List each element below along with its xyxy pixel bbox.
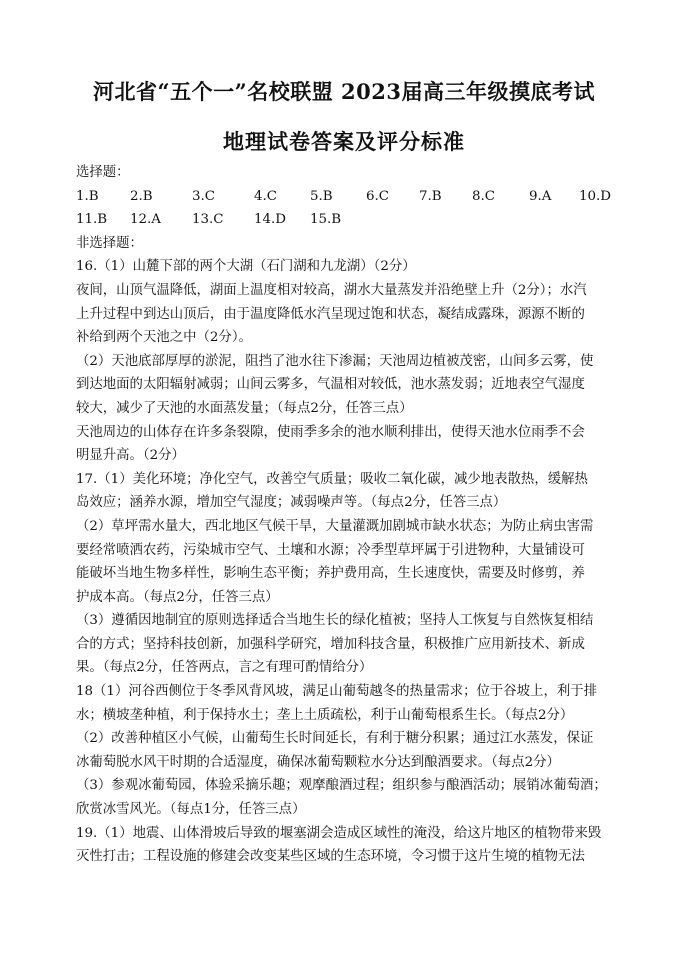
text-line: 合的方式；坚持科技创新，加强科学研究，增加科技含量，积极推广应用新技术、新成 <box>76 636 585 652</box>
answer-item: 12.A <box>130 212 161 228</box>
answer-item: 15.B <box>310 212 342 228</box>
text-line: 补给到两个天池之中（2分）。 <box>76 330 252 346</box>
answer-item: 2.B <box>130 188 153 204</box>
answer-item: 6.C <box>366 188 390 204</box>
text-line: （2）改善种植区小气候，山葡萄生长时间延长，有利于糖分积累；通过江水蒸发，保证 <box>76 731 594 747</box>
answer-item: 5.B <box>310 188 333 204</box>
text-line: （2）草坪需水量大，西北地区气候干旱，大量灌溉加剧城市缺水状态；为防止病虫害需 <box>76 518 594 534</box>
text-line: 护成本高。（每点2分，任答三点） <box>76 589 279 605</box>
document-subtitle: 地理试卷答案及评分标准 <box>223 129 465 154</box>
text-line: 果。（每点2分，任答两点，言之有理可酌情给分） <box>76 660 373 676</box>
text-line: 夜间，山顶气温降低，湖面上温度相对较高，湖水大量蒸发并沿绝壁上升（2分）；水汽 <box>76 282 587 298</box>
answer-item: 14.D <box>254 212 287 228</box>
answer-content <box>76 161 616 869</box>
answer-item: 11.B <box>76 212 108 228</box>
text-line: 冰葡萄脱水风干时期的合适湿度，确保冰葡萄颗粒水分达到酿酒要求。（每点2分） <box>76 754 560 770</box>
text-line: 上升过程中到达山顶后，由于温度降低水汽呈现过饱和状态，凝结成露珠，源源不断的 <box>76 306 585 322</box>
text-line: （3）参观冰葡萄园，体验采摘乐趣；观摩酿酒过程；组织参与酿酒活动；展销冰葡萄酒； <box>76 778 607 794</box>
text-line: 欣赏冰雪风光。（每点1分，任答三点） <box>76 802 306 818</box>
document-title: 河北省“五个一”名校联盟 2023届高三年级摸底考试 <box>93 79 595 104</box>
answer-row-1 <box>76 185 616 209</box>
text-line: 要经常喷洒农药，污染城市空气、土壤和水源；冷季型草坪属于引进物种，大量铺设可 <box>76 542 585 558</box>
text-line: 明显升高。（2分） <box>76 448 185 464</box>
section-heading-choice: 选择题： <box>76 165 130 180</box>
text-line: （2）天池底部厚厚的淤泥，阻挡了池水往下渗漏；天池周边植被茂密，山间多云雾，使 <box>76 353 594 369</box>
answer-item: 10.D <box>579 188 612 204</box>
text-line: 岛效应；涵养水源，增加空气湿度；减弱噪声等。（每点2分，任答三点） <box>76 495 507 511</box>
answer-item: 1.B <box>76 188 99 204</box>
answer-item: 13.C <box>192 212 224 228</box>
answer-row-2 <box>76 208 616 232</box>
text-line: 较大，减少了天池的水面蒸发量；（每点2分，任答三点） <box>76 400 413 416</box>
text-line: 17.（1）美化环境；净化空气，改善空气质量；吸收二氧化碳，减少地表散热，缓解热 <box>76 471 588 487</box>
text-line: （3）遵循因地制宜的原则选择适合当地生长的绿化植被；坚持人工恢复与自然恢复相结 <box>76 613 594 629</box>
text-line: 19.（1）地震、山体滑坡后导致的堰塞湖会造成区域性的淹没，给这片地区的植物带来毁 <box>76 825 602 841</box>
text-line: 水；横坡垄种植，利于保持水土；垄上土质疏松，利于山葡萄根系生长。（每点2分） <box>76 707 574 723</box>
text-line: 到达地面的太阳辐射减弱；山间云雾多，气温相对较低，池水蒸发弱；近地表空气湿度 <box>76 377 585 393</box>
answer-item: 9.A <box>529 188 552 204</box>
section-heading-nonchoice: 非选择题： <box>76 235 143 251</box>
text-line: 灭性打击；工程设施的修建会改变某些区域的生态环境，令习惯于这片生境的植物无法 <box>76 849 585 865</box>
answer-item: 3.C <box>192 188 216 204</box>
text-line: 18（1）河谷西侧位于冬季风背风坡，满足山葡萄越冬的热量需求；位于谷坡上，利于排 <box>76 684 598 700</box>
text-line: 天池周边的山体存在许多条裂隙，使雨季多余的池水顺利排出，使得天池水位雨季不会 <box>76 424 585 440</box>
text-line: 16.（1）山麓下部的两个大湖（石门湖和九龙湖）（2分） <box>76 259 416 275</box>
text-line: 能破坏当地生物多样性，影响生态平衡；养护费用高，生长速度快，需要及时修剪，养 <box>76 566 585 582</box>
answer-item: 8.C <box>472 188 496 204</box>
answer-item: 7.B <box>419 188 442 204</box>
answer-item: 4.C <box>254 188 278 204</box>
